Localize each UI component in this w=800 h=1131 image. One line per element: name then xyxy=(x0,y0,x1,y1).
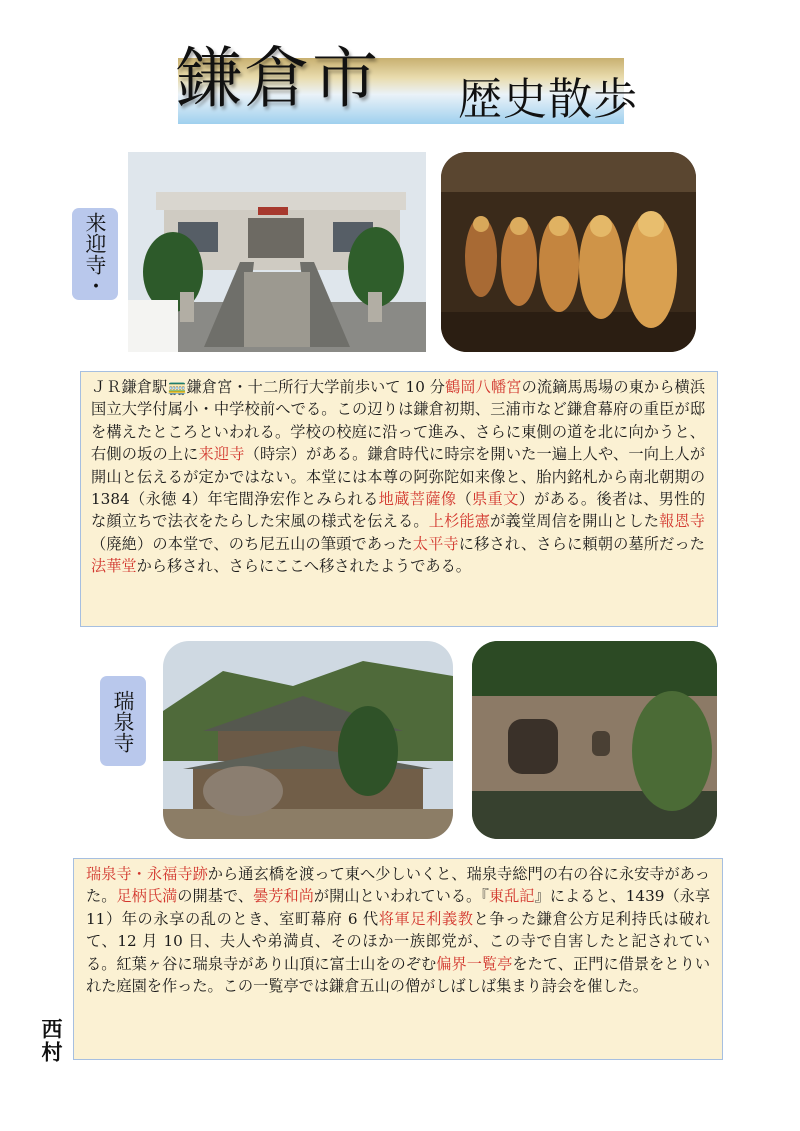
highlighted-term: 上杉能憲 xyxy=(428,512,491,531)
highlighted-term: 偏界一覧亭 xyxy=(436,954,513,973)
body-text: をたて、正門に借景をとりいれた庭園を作った。この一覧亭では鎌倉五山の僧がしばしば集まり詩会を催した。 xyxy=(86,954,711,996)
page-title: 鎌倉市 xyxy=(176,40,380,117)
section-label-raigoji: 来迎寺・ xyxy=(72,208,118,300)
body-text: 』によると、1439（永享 11）年の永享の乱のとき、室町幕府 6 代 xyxy=(86,887,711,928)
highlighted-term: 足柄氏満 xyxy=(116,887,178,906)
body-text: ）がある。後者は、男性的な顔立ちで法衣をたらした宋風の様式を伝える。 xyxy=(91,490,706,531)
section-label-zuisenji: 瑞泉寺 xyxy=(100,676,146,766)
highlighted-term: 法華堂 xyxy=(91,557,137,576)
body-text: に移され、さらに頼朝の墓所だった xyxy=(458,534,705,553)
body-text: が開山といわれている。『 xyxy=(313,887,489,906)
body-text: の開基で、 xyxy=(177,887,254,906)
raigoji-temple-gate-photo xyxy=(128,152,426,352)
highlighted-term: 鶴岡八幡宮 xyxy=(445,378,522,396)
author-name: 西村 xyxy=(39,1018,64,1064)
highlighted-term: 県重文 xyxy=(472,490,519,509)
highlighted-term: 報恩寺 xyxy=(659,512,705,531)
body-text: （廃絶）の本堂で、のち尼五山の筆頭であった xyxy=(91,534,413,553)
raigoji-text-box xyxy=(80,371,718,627)
highlighted-term: 太平寺 xyxy=(412,534,459,553)
body-text: （時宗）がある。鎌倉時代に時宗を開いた一遍上人や、一向上人が開山と伝えるが定かではない。本堂には本尊の阿弥陀如来像と、胎内銘札から南北朝期の 1384（永徳 4）年宅間浄宏作とみられる xyxy=(91,445,706,509)
highlighted-term: 曇芳和尚 xyxy=(253,887,314,906)
body-text: ＪＲ鎌倉駅🚃鎌倉宮・十二所行大学前歩いて 10 分 xyxy=(91,378,446,396)
body-text: （ xyxy=(456,490,472,509)
highlighted-term: 東乱記 xyxy=(488,887,535,906)
highlighted-term: 地蔵菩薩像 xyxy=(378,490,457,509)
page-subtitle: 歴史散歩 xyxy=(458,74,638,125)
zuisenji-paragraph xyxy=(86,863,710,997)
body-text: から通玄橋を渡って東へ少しいくと、瑞泉寺総門の右の谷に永安寺があった。 xyxy=(86,865,710,906)
zuisenji-temple-photo xyxy=(163,641,453,839)
highlighted-term: 将軍足利義教 xyxy=(378,909,474,928)
raigoji-paragraph xyxy=(91,376,705,578)
body-text: から移され、さらにここへ移されたようである。 xyxy=(136,557,471,576)
zuisenji-text-box xyxy=(73,858,723,1060)
highlighted-term: 来迎寺 xyxy=(198,445,245,464)
cliff-cave-pond-photo xyxy=(472,641,717,839)
buddha-statues-photo xyxy=(441,152,696,352)
body-text: が義堂周信を開山とした xyxy=(490,512,660,531)
body-text: の流鏑馬馬場の東から横浜国立大学付属小・中学校前へでる。この辺りは鎌倉初期、三浦市など鎌倉幕府の重臣が邸を構えたところといわれる。学校の校庭に沿って進み、さらに東側の道を北に向かうと、右側の坂の上に xyxy=(91,378,706,464)
highlighted-term: 瑞泉寺・永福寺跡 xyxy=(86,865,208,883)
body-text: と争った鎌倉公方足利持氏は破れて、12 月 10 日、夫人や弟満貞、そのほか一族郎党が、この寺で自害したと記されている。紅葉ヶ谷に瑞泉寺があり山頂に富士山をのぞむ xyxy=(86,909,711,973)
